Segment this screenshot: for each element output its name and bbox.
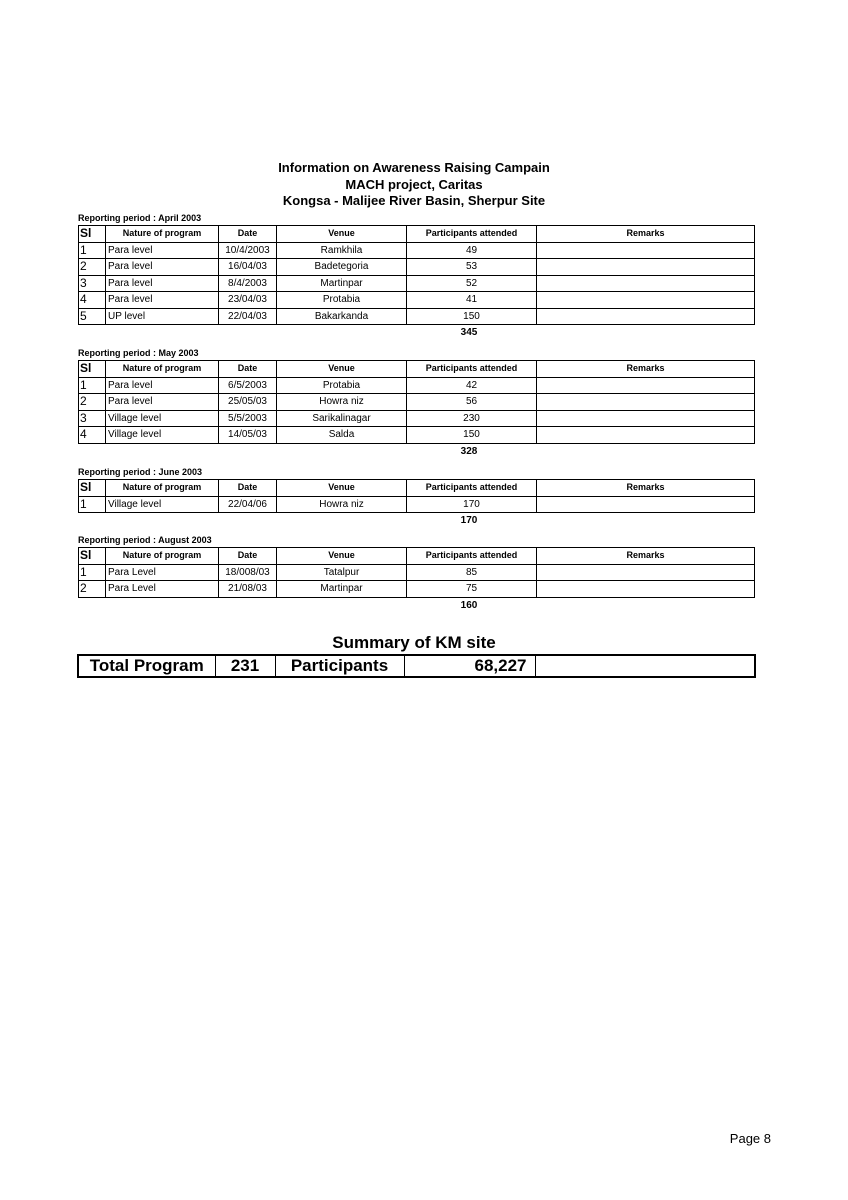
column-header-venue: Venue: [277, 548, 407, 565]
cell-venue: Howra niz: [277, 394, 407, 411]
cell-date: 16/04/03: [219, 259, 277, 276]
column-header-nature: Nature of program: [106, 361, 219, 378]
cell-participants: 150: [407, 427, 537, 444]
section-total-value: 160: [460, 599, 478, 611]
cell-remarks: [537, 410, 755, 427]
column-header-date: Date: [219, 226, 277, 243]
report-section: [78, 466, 754, 529]
cell-venue: Bakarkanda: [277, 308, 407, 325]
program-table: [78, 360, 755, 444]
column-header-remarks: Remarks: [537, 548, 755, 565]
cell-sl: 4: [79, 292, 106, 309]
section-total-value: 345: [460, 327, 478, 338]
cell-participants: 52: [407, 275, 537, 292]
table-row: [79, 394, 755, 411]
column-header-remarks: Remarks: [537, 361, 755, 378]
page-number: Page 8: [729, 1131, 771, 1146]
cell-participants: 42: [407, 377, 537, 394]
cell-participants: 53: [407, 259, 537, 276]
report-project: MACH project, Caritas: [345, 176, 483, 192]
cell-venue: Protabia: [277, 292, 407, 309]
cell-sl: 1: [79, 564, 106, 581]
cell-remarks: [537, 496, 755, 513]
cell-venue: Tatalpur: [277, 564, 407, 581]
column-header-participants: Participants attended: [407, 226, 537, 243]
cell-venue: Protabia: [277, 377, 407, 394]
section-total-value: 170: [460, 515, 478, 526]
cell-venue: Badetegoria: [277, 259, 407, 276]
total-program-value: 231: [215, 655, 275, 677]
column-header-nature: Nature of program: [106, 548, 219, 565]
cell-remarks: [537, 581, 755, 598]
column-header-sl: Sl: [79, 548, 106, 565]
cell-nature: UP level: [106, 308, 219, 325]
table-row: [79, 275, 755, 292]
total-program-label: Total Program: [78, 655, 215, 677]
cell-sl: 4: [79, 427, 106, 444]
table-header-row: [79, 548, 755, 565]
reporting-period-label: Reporting period : May 2003: [78, 348, 199, 358]
column-header-nature: Nature of program: [106, 226, 219, 243]
cell-participants: 85: [407, 564, 537, 581]
program-table: [78, 479, 755, 513]
column-header-participants: Participants attended: [407, 361, 537, 378]
cell-nature: Para level: [106, 377, 219, 394]
participants-label: Participants: [275, 655, 404, 677]
cell-sl: 1: [79, 377, 106, 394]
table-row: [79, 292, 755, 309]
report-section: [78, 534, 754, 614]
cell-date: 8/4/2003: [219, 275, 277, 292]
cell-remarks: [537, 427, 755, 444]
cell-participants: 49: [407, 242, 537, 259]
cell-nature: Para Level: [106, 564, 219, 581]
summary-title: Summary of KM site: [332, 633, 496, 652]
column-header-nature: Nature of program: [106, 480, 219, 497]
cell-participants: 230: [407, 410, 537, 427]
cell-remarks: [537, 394, 755, 411]
cell-venue: Howra niz: [277, 496, 407, 513]
section-total-row: [78, 444, 754, 460]
cell-nature: Para level: [106, 275, 219, 292]
cell-participants: 56: [407, 394, 537, 411]
cell-date: 22/04/06: [219, 496, 277, 513]
cell-sl: 1: [79, 242, 106, 259]
table-row: [79, 410, 755, 427]
column-header-sl: Sl: [79, 480, 106, 497]
cell-remarks: [537, 564, 755, 581]
cell-date: 5/5/2003: [219, 410, 277, 427]
table-row: [79, 496, 755, 513]
cell-venue: Martinpar: [277, 275, 407, 292]
report-site: Kongsa - Malijee River Basin, Sherpur Site: [282, 193, 546, 208]
cell-nature: Para level: [106, 394, 219, 411]
column-header-sl: Sl: [79, 226, 106, 243]
column-header-remarks: Remarks: [537, 480, 755, 497]
section-total-row: [78, 598, 754, 614]
cell-participants: 170: [407, 496, 537, 513]
cell-date: 10/4/2003: [219, 242, 277, 259]
cell-date: 25/05/03: [219, 394, 277, 411]
table-header-row: [79, 361, 755, 378]
column-header-date: Date: [219, 548, 277, 565]
column-header-date: Date: [219, 480, 277, 497]
reporting-period-label: Reporting period : June 2003: [78, 467, 203, 477]
summary-extra-cell: [535, 655, 755, 677]
table-row: [79, 259, 755, 276]
table-row: [79, 242, 755, 259]
cell-date: 14/05/03: [219, 427, 277, 444]
cell-sl: 2: [79, 259, 106, 276]
column-header-date: Date: [219, 361, 277, 378]
section-total-row: [78, 513, 754, 529]
cell-venue: Sarikalinagar: [277, 410, 407, 427]
cell-sl: 2: [79, 394, 106, 411]
cell-date: 21/08/03: [219, 581, 277, 598]
cell-sl: 1: [79, 496, 106, 513]
table-row: [79, 581, 755, 598]
cell-date: 23/04/03: [219, 292, 277, 309]
cell-sl: 3: [79, 275, 106, 292]
cell-venue: Ramkhila: [277, 242, 407, 259]
table-row: [79, 564, 755, 581]
column-header-venue: Venue: [277, 361, 407, 378]
table-header-row: [79, 226, 755, 243]
column-header-venue: Venue: [277, 480, 407, 497]
cell-remarks: [537, 292, 755, 309]
cell-participants: 41: [407, 292, 537, 309]
cell-nature: Village level: [106, 496, 219, 513]
table-row: [79, 308, 755, 325]
section-total-value: 328: [460, 445, 478, 457]
summary-table: [77, 654, 756, 678]
cell-remarks: [537, 377, 755, 394]
reporting-period-label: Reporting period : April 2003: [78, 213, 202, 223]
cell-remarks: [537, 242, 755, 259]
cell-nature: Village level: [106, 427, 219, 444]
column-header-sl: Sl: [79, 361, 106, 378]
cell-participants: 150: [407, 308, 537, 325]
table-header-row: [79, 480, 755, 497]
report-section: [78, 347, 754, 460]
column-header-remarks: Remarks: [537, 226, 755, 243]
column-header-venue: Venue: [277, 226, 407, 243]
cell-date: 22/04/03: [219, 308, 277, 325]
report-title-block: [0, 160, 828, 210]
cell-venue: Salda: [277, 427, 407, 444]
program-table: [78, 225, 755, 325]
cell-nature: Para Level: [106, 581, 219, 598]
reporting-period-label: Reporting period : August 2003: [78, 535, 212, 545]
cell-remarks: [537, 308, 755, 325]
cell-date: 6/5/2003: [219, 377, 277, 394]
column-header-participants: Participants attended: [407, 548, 537, 565]
cell-sl: 3: [79, 410, 106, 427]
cell-nature: Para level: [106, 242, 219, 259]
report-section: [78, 212, 754, 341]
table-row: [79, 377, 755, 394]
cell-participants: 75: [407, 581, 537, 598]
section-total-row: [78, 325, 754, 341]
cell-remarks: [537, 259, 755, 276]
cell-venue: Martinpar: [277, 581, 407, 598]
program-table: [78, 547, 755, 598]
cell-sl: 5: [79, 308, 106, 325]
cell-nature: Village level: [106, 410, 219, 427]
cell-date: 18/008/03: [219, 564, 277, 581]
cell-nature: Para level: [106, 259, 219, 276]
cell-sl: 2: [79, 581, 106, 598]
summary-row: [78, 655, 755, 677]
cell-nature: Para level: [106, 292, 219, 309]
report-title: Information on Awareness Raising Campain: [278, 160, 550, 175]
table-row: [79, 427, 755, 444]
cell-remarks: [537, 275, 755, 292]
participants-value: 68,227: [404, 655, 535, 677]
column-header-participants: Participants attended: [407, 480, 537, 497]
